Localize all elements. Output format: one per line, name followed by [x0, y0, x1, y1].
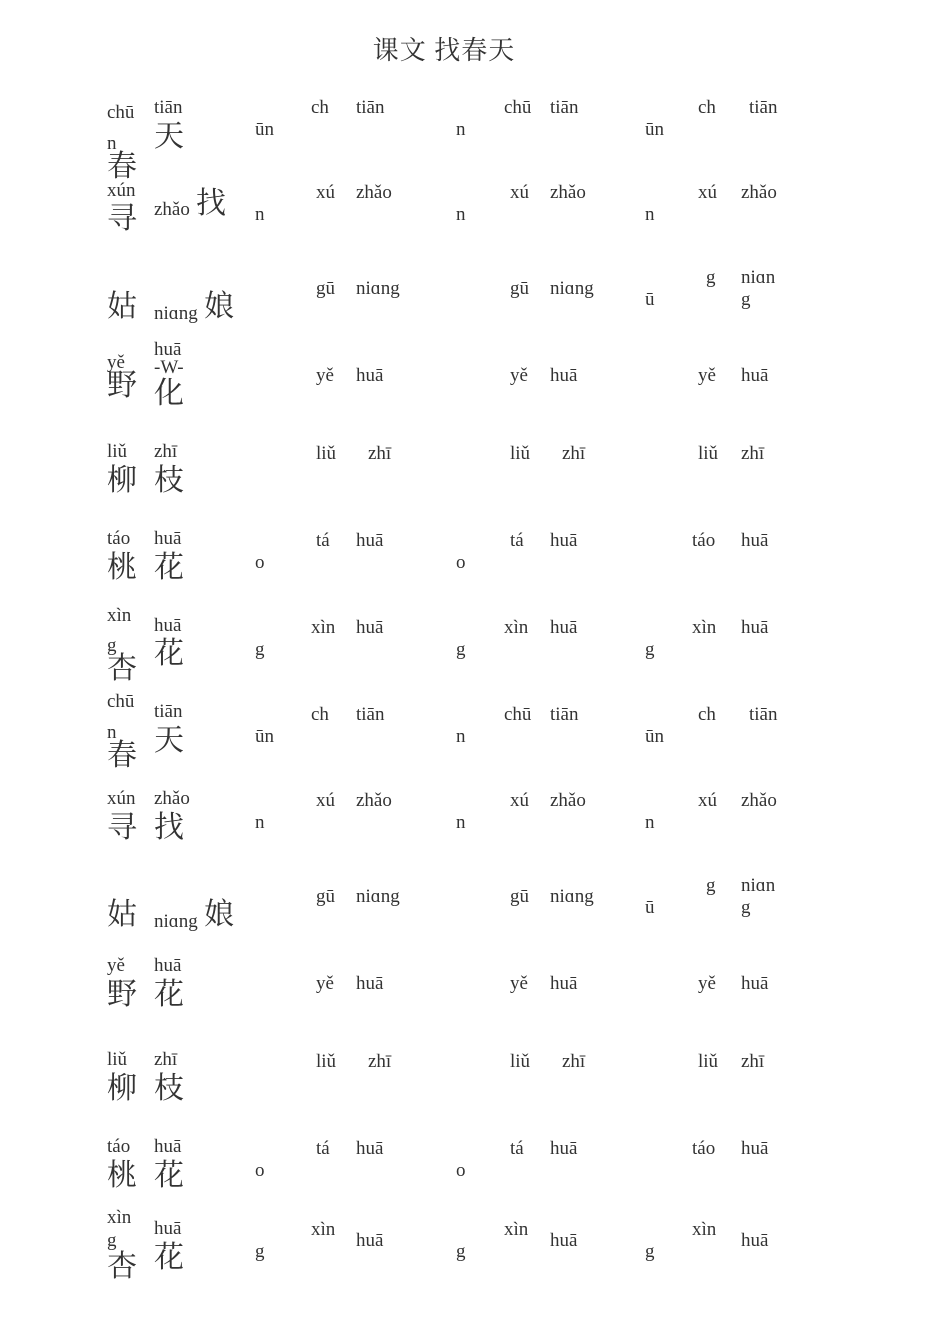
pinyin-text: xìn: [504, 617, 529, 638]
pinyin-text: ūn: [255, 726, 274, 747]
pinyin-text: huā: [741, 1230, 769, 1251]
pinyin-text: niɑng: [356, 886, 400, 907]
pinyin-text: yě: [510, 973, 528, 994]
pinyin-text: zhǎo: [741, 790, 777, 811]
pinyin-text: yě: [316, 973, 334, 994]
pinyin-text: xú: [698, 182, 717, 203]
hanzi-character: 娘: [204, 289, 234, 324]
pinyin-text: xìn: [692, 617, 717, 638]
pinyin-text: n: [255, 812, 265, 833]
pinyin-text: niɑng: [550, 278, 594, 299]
hanzi-character: 春: [107, 149, 137, 184]
pinyin-text: xìn: [504, 1219, 529, 1240]
pinyin-text: niɑng: [550, 886, 594, 907]
pinyin-text: g: [706, 875, 716, 896]
pinyin-text: n: [456, 119, 466, 140]
pinyin-text: zhī: [154, 1049, 178, 1070]
hanzi-character: 寻: [107, 810, 137, 845]
pinyin-text: huā: [356, 365, 384, 386]
pinyin-text: liǔ: [316, 443, 337, 464]
pinyin-text: ū: [645, 897, 655, 918]
pinyin-text: gū: [510, 886, 529, 907]
hanzi-character: 花: [154, 977, 184, 1012]
pinyin-text: tiān: [550, 704, 579, 725]
pinyin-text: n: [645, 812, 655, 833]
pinyin-text: táo: [107, 1136, 131, 1157]
pinyin-text: huā: [154, 1218, 182, 1239]
pinyin-text: tiān: [154, 97, 183, 118]
clipped-character-wrap: [107, 149, 147, 184]
hanzi-character: 找: [196, 186, 226, 221]
pinyin-text: yě: [107, 955, 125, 976]
pinyin-text: huā: [356, 973, 384, 994]
pinyin-text: tiān: [749, 704, 778, 725]
pinyin-text: huā: [550, 1138, 578, 1159]
pinyin-text: ūn: [645, 726, 664, 747]
pinyin-text: tiān: [356, 704, 385, 725]
pinyin-text: huā: [154, 528, 182, 549]
pinyin-text: zhī: [562, 443, 586, 464]
hanzi-character: 柳: [107, 463, 137, 498]
pinyin-text: xú: [510, 182, 529, 203]
pinyin-text: gū: [316, 278, 335, 299]
pinyin-text: huā: [741, 1138, 769, 1159]
hanzi-character: 桃: [107, 550, 137, 585]
pinyin-text: niɑn: [741, 875, 776, 896]
pinyin-text: huā: [550, 617, 578, 638]
hanzi-character: 寻: [107, 201, 137, 236]
pinyin-text: huā: [154, 615, 182, 636]
pinyin-text: xìn: [107, 605, 132, 626]
pinyin-text: xú: [316, 182, 335, 203]
pinyin-text: -W-: [154, 357, 184, 378]
pinyin-text: huā: [550, 1230, 578, 1251]
pinyin-text: táo: [692, 530, 716, 551]
pinyin-text: xú: [510, 790, 529, 811]
pinyin-text: niɑng: [356, 278, 400, 299]
pinyin-text: ch: [698, 704, 716, 725]
hanzi-character: 春: [107, 738, 137, 773]
pinyin-text: n: [456, 812, 466, 833]
pinyin-text: yě: [510, 365, 528, 386]
pinyin-text: tá: [510, 1138, 524, 1159]
pinyin-text: ch: [698, 97, 716, 118]
pinyin-text: liǔ: [698, 443, 719, 464]
pinyin-text: tá: [316, 1138, 330, 1159]
pinyin-text: yě: [698, 973, 716, 994]
hanzi-character: 柳: [107, 1071, 137, 1106]
pinyin-text: xìn: [692, 1219, 717, 1240]
hanzi-character: 杏: [107, 651, 137, 686]
hanzi-character: 桃: [107, 1158, 137, 1193]
pinyin-text: n: [645, 204, 655, 225]
pinyin-text: huā: [550, 365, 578, 386]
pinyin-text: zhǎo: [550, 790, 586, 811]
pinyin-text: n: [107, 133, 117, 154]
pinyin-text: g: [107, 1230, 117, 1251]
pinyin-text: g: [255, 1241, 265, 1262]
pinyin-text: xún: [107, 788, 136, 809]
pinyin-text: zhī: [154, 441, 178, 462]
pinyin-text: chū: [504, 97, 532, 118]
pinyin-text: huā: [741, 973, 769, 994]
page-title: 课文 找春天: [372, 36, 516, 65]
pinyin-text: g: [741, 289, 751, 310]
hanzi-character: 姑: [107, 897, 137, 932]
hanzi-character: 杏: [107, 1249, 137, 1284]
hanzi-character: 枝: [154, 463, 184, 498]
pinyin-text: liǔ: [107, 1049, 128, 1070]
pinyin-text: ch: [311, 97, 329, 118]
pinyin-text: g: [645, 1241, 655, 1262]
pinyin-text: zhī: [741, 1051, 765, 1072]
pinyin-text: huā: [741, 365, 769, 386]
pinyin-text: huā: [154, 339, 182, 360]
hanzi-character: 天: [154, 119, 184, 154]
pinyin-text: zhī: [368, 443, 392, 464]
pinyin-text: o: [255, 552, 265, 573]
clipped-character-wrap: [107, 1249, 147, 1284]
pinyin-text: xìn: [311, 1219, 336, 1240]
pinyin-text: zhǎo: [154, 788, 190, 809]
hanzi-character: 化: [154, 376, 184, 411]
pinyin-text: g: [456, 639, 466, 660]
hanzi-character: 花: [154, 1158, 184, 1193]
pinyin-text: o: [255, 1160, 265, 1181]
hanzi-character: 野: [107, 977, 137, 1012]
pinyin-text: niɑng: [154, 303, 198, 324]
pinyin-text: zhǎo: [550, 182, 586, 203]
pinyin-text: ū: [645, 289, 655, 310]
pinyin-text: yě: [107, 352, 125, 373]
pinyin-text: huā: [741, 530, 769, 551]
pinyin-text: zhǎo: [356, 790, 392, 811]
pinyin-text: tiān: [550, 97, 579, 118]
pinyin-text: zhī: [562, 1051, 586, 1072]
pinyin-text: yě: [698, 365, 716, 386]
pinyin-text: zhī: [368, 1051, 392, 1072]
pinyin-text: n: [255, 204, 265, 225]
pinyin-text: liǔ: [107, 441, 128, 462]
pinyin-text: liǔ: [316, 1051, 337, 1072]
hanzi-character: 天: [154, 723, 184, 758]
pinyin-text: g: [255, 639, 265, 660]
pinyin-text: tiān: [154, 701, 183, 722]
pinyin-text: xú: [316, 790, 335, 811]
pinyin-text: xún: [107, 180, 136, 201]
pinyin-text: zhī: [741, 443, 765, 464]
pinyin-text: huā: [741, 617, 769, 638]
pinyin-text: tá: [316, 530, 330, 551]
pinyin-text: zhǎo: [154, 199, 190, 220]
pinyin-text: liǔ: [510, 443, 531, 464]
pinyin-text: chū: [107, 691, 135, 712]
hanzi-character: 娘: [204, 897, 234, 932]
pinyin-text: táo: [107, 528, 131, 549]
hanzi-character: 花: [154, 550, 184, 585]
pinyin-text: huā: [356, 1138, 384, 1159]
pinyin-text: n: [107, 722, 117, 743]
hanzi-character: 姑: [107, 289, 137, 324]
hanzi-character: 找: [154, 810, 184, 845]
pinyin-text: liǔ: [510, 1051, 531, 1072]
pinyin-text: ūn: [645, 119, 664, 140]
pinyin-text: g: [107, 635, 117, 656]
pinyin-text: yě: [316, 365, 334, 386]
pinyin-text: g: [645, 639, 655, 660]
pinyin-text: tiān: [356, 97, 385, 118]
pinyin-text: ch: [311, 704, 329, 725]
pinyin-text: g: [741, 897, 751, 918]
pinyin-text: huā: [550, 530, 578, 551]
pinyin-text: tiān: [749, 97, 778, 118]
pinyin-text: huā: [154, 955, 182, 976]
pinyin-text: xìn: [107, 1207, 132, 1228]
pinyin-text: g: [706, 267, 716, 288]
pinyin-text: huā: [154, 1136, 182, 1157]
pinyin-text: g: [456, 1241, 466, 1262]
hanzi-character: 花: [154, 636, 184, 671]
pinyin-text: niɑn: [741, 267, 776, 288]
pinyin-text: xìn: [311, 617, 336, 638]
pinyin-text: huā: [550, 973, 578, 994]
pinyin-text: liǔ: [698, 1051, 719, 1072]
pinyin-text: gū: [316, 886, 335, 907]
pinyin-text: o: [456, 552, 466, 573]
pinyin-text: zhǎo: [356, 182, 392, 203]
pinyin-text: táo: [692, 1138, 716, 1159]
pinyin-text: chū: [504, 704, 532, 725]
hanzi-character: 野: [107, 368, 137, 403]
pinyin-text: ūn: [255, 119, 274, 140]
pinyin-text: n: [456, 726, 466, 747]
pinyin-text: o: [456, 1160, 466, 1181]
pinyin-text: chū: [107, 102, 135, 123]
hanzi-character: 花: [154, 1240, 184, 1275]
pinyin-text: huā: [356, 530, 384, 551]
pinyin-text: xú: [698, 790, 717, 811]
pinyin-text: gū: [510, 278, 529, 299]
pinyin-text: huā: [356, 1230, 384, 1251]
hanzi-character: 枝: [154, 1071, 184, 1106]
pinyin-text: huā: [356, 617, 384, 638]
pinyin-text: zhǎo: [741, 182, 777, 203]
pinyin-text: niɑng: [154, 911, 198, 932]
pinyin-text: n: [456, 204, 466, 225]
pinyin-text: tá: [510, 530, 524, 551]
